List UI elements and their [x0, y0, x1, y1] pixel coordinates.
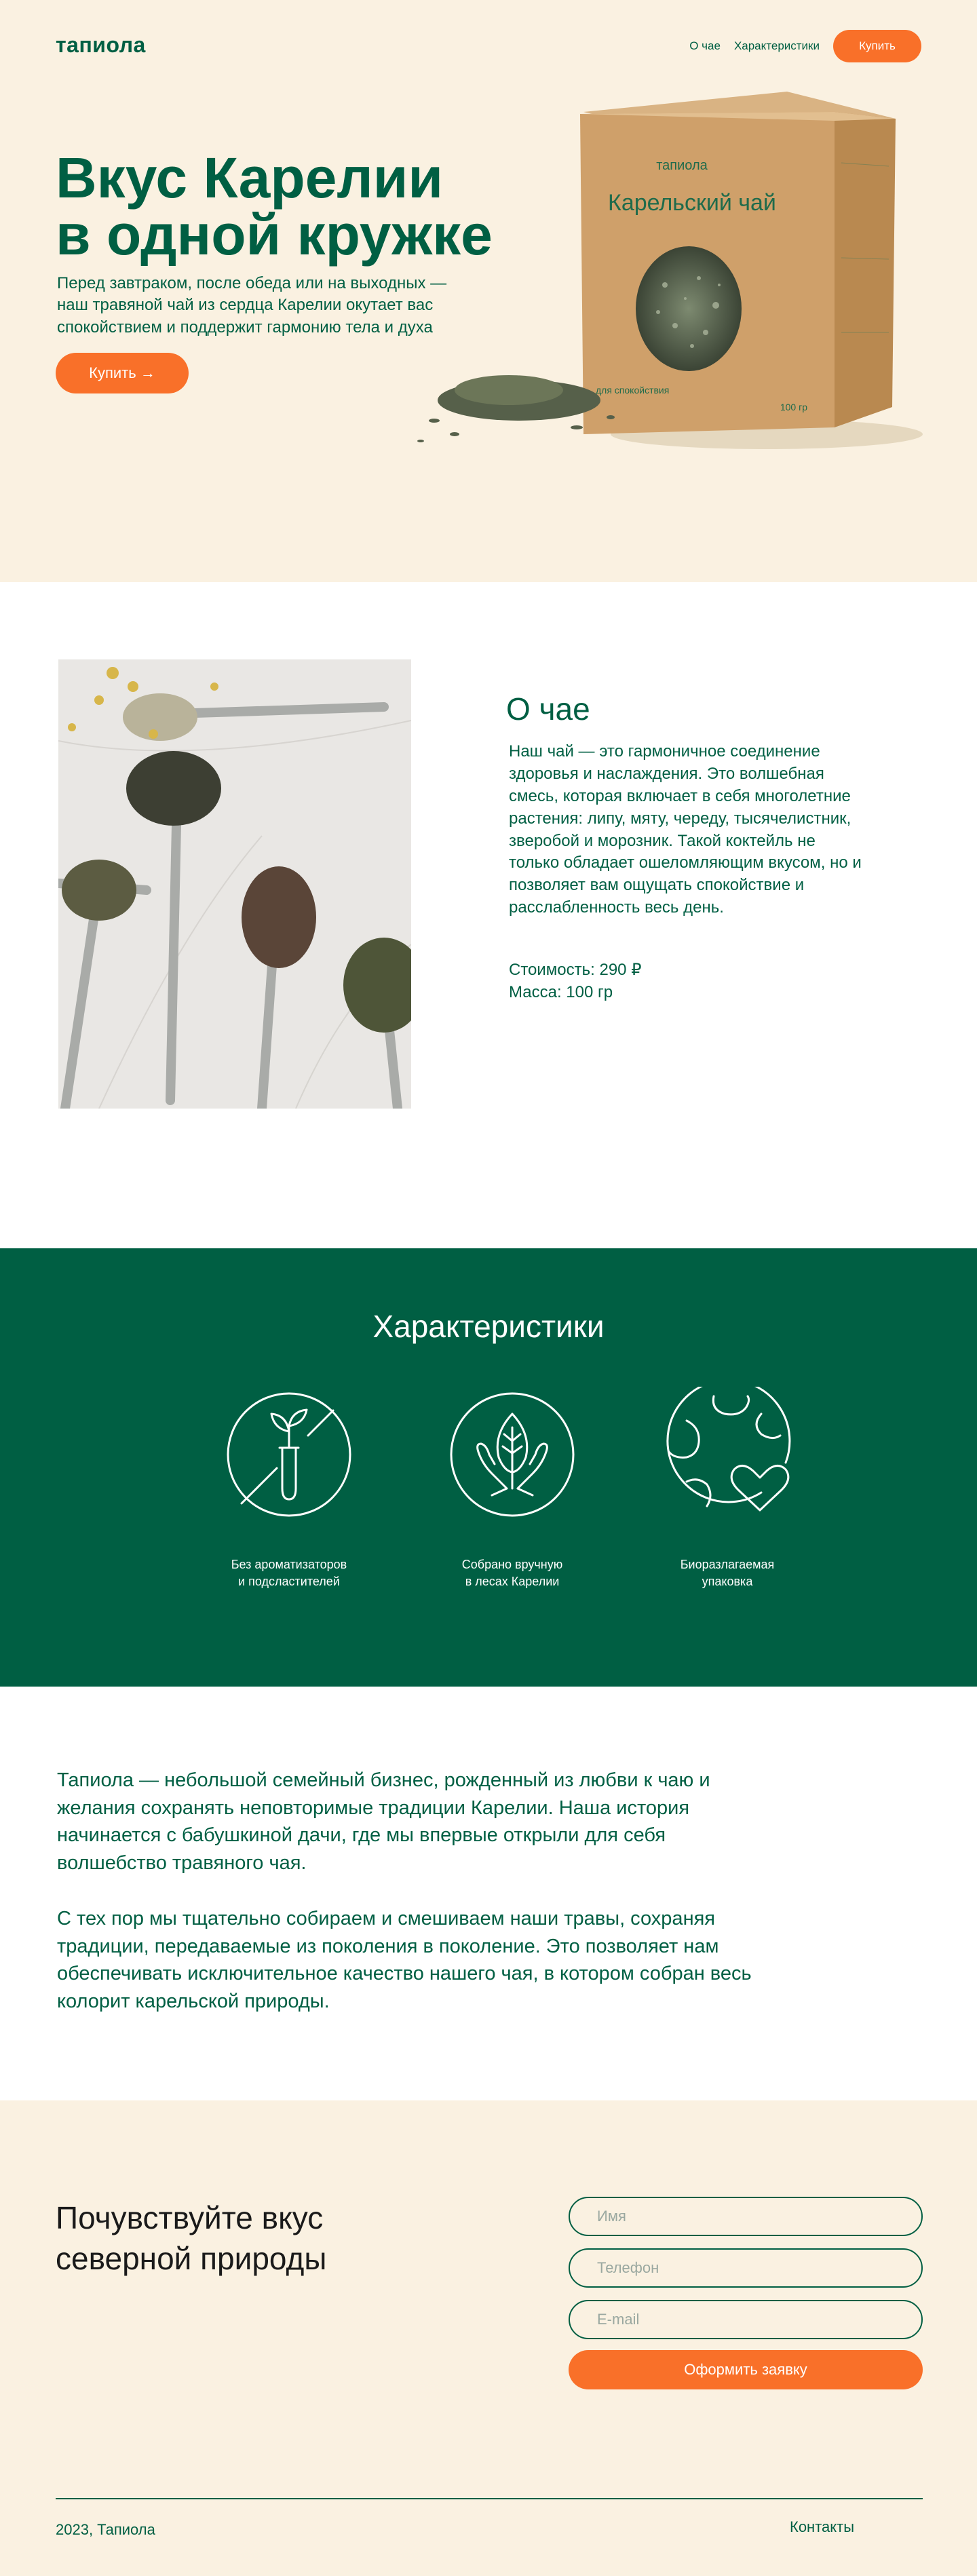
- no-additives-icon: [221, 1387, 357, 1522]
- earth-heart-icon: [659, 1387, 795, 1522]
- feature-label: [626, 1556, 829, 1590]
- submit-request-button[interactable]: Оформить заявку: [569, 2350, 923, 2389]
- hero-buy-button[interactable]: Купить →: [56, 353, 189, 393]
- footer-divider: [56, 2498, 923, 2499]
- tea-package-image: [407, 81, 923, 488]
- package-weight: 100 гр: [780, 402, 807, 412]
- nav-item-about[interactable]: О чае: [689, 39, 721, 52]
- name-input[interactable]: [569, 2197, 923, 2236]
- footer-copyright: 2023, Тапиола: [56, 2521, 155, 2538]
- tea-spoons-photo: [58, 659, 411, 1109]
- nav-buy-button[interactable]: Купить: [833, 30, 921, 62]
- about-weight: Масса: 100 гр: [509, 982, 613, 1001]
- feature-no-additives: [187, 1387, 391, 1590]
- hero-subtitle: Перед завтраком, после обеда или на выходных — наш травяной чай из сердца Карелии окутает вас спокойствием и поддержит гармонию тела и духа: [57, 274, 447, 337]
- feature-label: [410, 1556, 614, 1590]
- contact-section: [0, 2100, 977, 2576]
- feature-handpicked: [410, 1387, 614, 1590]
- story-paragraph-2: С тех пор мы тщательно собираем и смешиваем наши травы, сохраняя традиции, передаваемые из поколения в поколение. Это позволяет нам обеспечивать исключительное качество нашего чая, в котором собран весь колорит карельской природы.: [57, 1908, 752, 2012]
- package-note: для спокойствия: [596, 385, 670, 396]
- feature-label-line1: Без ароматизаторов: [231, 1558, 347, 1571]
- feature-label: [187, 1556, 391, 1590]
- about-meta: [509, 959, 641, 1004]
- hero-title-line2: в одной кружке: [56, 203, 493, 267]
- feature-label-line2: упаковка: [702, 1575, 753, 1589]
- footer-contacts-link[interactable]: Контакты: [790, 2518, 855, 2535]
- nav-item-features[interactable]: Характеристики: [733, 39, 820, 52]
- brand-logo[interactable]: тапиола: [56, 33, 146, 57]
- feature-biodegradable: [626, 1387, 829, 1590]
- feature-label-line1: Биоразлагаемая: [680, 1558, 775, 1571]
- hero-section: [0, 0, 977, 582]
- story-paragraph-1: Тапиола — небольшой семейный бизнес, рожденный из любви к чаю и желания сохранять неповторимые традиции Карелии. Наша история начинается с бабушкиной дачи, где мы впервые открыли для себя волшебство травяного чая.: [57, 1769, 710, 1874]
- package-brand: тапиола: [656, 158, 708, 173]
- feature-label-line2: в лесах Карелии: [465, 1575, 560, 1589]
- about-section: [0, 582, 977, 1248]
- feature-label-line1: Собрано вручную: [461, 1558, 563, 1571]
- about-price: Стоимость: 290 ₽: [509, 961, 642, 979]
- contact-title: Почувствуйте вкус северной природы: [56, 2200, 327, 2276]
- features-title: Характеристики: [372, 1309, 605, 1344]
- hero-title-line1: Вкус Карелии: [56, 146, 444, 210]
- phone-input[interactable]: [569, 2248, 923, 2288]
- email-input[interactable]: [569, 2300, 923, 2339]
- top-nav: [689, 30, 921, 62]
- features-section: [0, 1248, 977, 1687]
- feature-label-line2: и подсластителей: [238, 1575, 340, 1589]
- about-title: О чае: [506, 691, 590, 727]
- story-section: [0, 1687, 977, 2100]
- package-name: Карельский чай: [608, 190, 776, 216]
- about-description: Наш чай — это гармоничное соединение здоровья и наслаждения. Это волшебная смесь, которая включает в себя многолетние растения: липу, мяту, череду, тысячелистник, зверобой и морозник. Такой коктейль не только обладает ошеломляющим вкусом, но и позволяет вам ощущать спокойствие и расслабленность весь день.: [509, 742, 862, 917]
- hands-leaf-icon: [444, 1387, 580, 1522]
